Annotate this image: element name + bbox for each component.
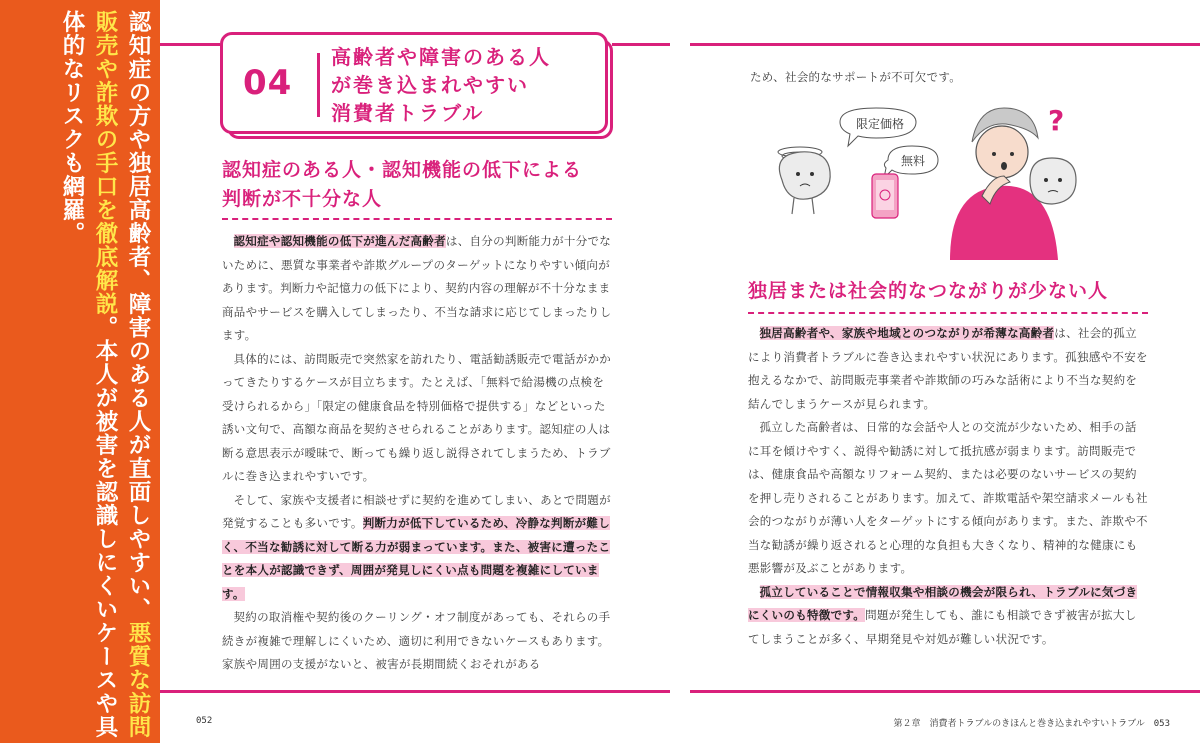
speech-bubble-free	[884, 146, 938, 178]
section-title	[331, 43, 551, 127]
banner-segment-3: 。本人が被害を認識しにくいケースや具体的なリスクも網羅。	[59, 10, 118, 739]
section-title-line: 高齢者や障害のある人	[331, 45, 551, 69]
section-title-box	[220, 32, 608, 134]
worried-figure-right-icon	[1030, 158, 1076, 204]
section-number: 04	[243, 63, 293, 103]
right-p3-text: 問題が発生しても、誰にも相談できず被害が拡大してしまうことが多く、早期発見や対処が難しい状況です。	[748, 608, 1137, 646]
right-paragraph-2: 孤立した高齢者は、日常的な会話や人との交流が少ないため、相手の話に耳を傾けやすく、説得や勧誘に対して抵抗感が弱まります。訪問販売では、健康食品や高額なリフォーム契約、または必要のないサービスの契約を押し売りされることがあります。加えて、詐欺電話や架空請求メールも社会的つながりが薄い人をターゲットにする傾向があります。また、詐欺や不当な勧誘が繰り返されると心理的な負担も大きくなり、精神的な健康にも悪影響が及ぶことがあります。	[748, 420, 1148, 575]
left-paragraph-4: 契約の取消権や契約後のクーリング・オフ制度があっても、それらの手続きが複雑で理解しにくいため、適切に利用できないケースもあります。家族や周囲の支援がないと、被害が長期間続くおそれがある	[222, 610, 611, 671]
left-heading-line: 認知症のある人・認知機能の低下による	[222, 159, 583, 181]
right-continuation: ため、社会的なサポートが不可欠です。	[750, 70, 962, 84]
right-paragraph-1	[748, 322, 1148, 416]
bubble2-text: 無料	[900, 154, 926, 168]
title-divider	[317, 53, 320, 117]
top-rule-left	[160, 43, 220, 46]
right-page-footer: 第２章 消費者トラブルのきほんと巻き込まれやすいトラブル 053	[893, 719, 1170, 729]
right-p1-text: は、社会的孤立により消費者トラブルに巻き込まれやすい状況にあります。孤独感や不安を抱えるなかで、訪問販売事業者や詐欺師の巧みな話術により不当な契約を結んでしまうケースが見られます。	[748, 326, 1148, 411]
side-banner	[0, 0, 160, 743]
right-p1-highlight: 独居高齢者や、家族や地域とのつながりが希薄な高齢者	[759, 326, 1055, 340]
bubble1-text: 限定価格	[855, 117, 905, 131]
left-p1-text: は、自分の判断能力が十分でないために、悪質な事業者や詐欺グループのターゲットになりやすい傾向があります。判断力や記憶力の低下により、契約内容の理解が不十分なまま商品やサービスを購入してしまったり、不当な請求に応じてしまったりします。	[222, 234, 612, 342]
right-paragraph-3	[748, 581, 1148, 652]
section-title-line: が巻き込まれやすい	[331, 73, 529, 97]
top-rule-right-of-box	[612, 43, 670, 46]
left-paragraph-1	[222, 230, 612, 348]
left-page-number: 052	[196, 716, 213, 726]
right-heading-dashed-rule	[748, 312, 1148, 314]
left-heading	[222, 156, 582, 214]
speech-bubble-limited-price	[840, 108, 916, 146]
left-heading-line: 判断が不十分な人	[222, 188, 383, 210]
section-title-line: 消費者トラブル	[331, 101, 485, 125]
right-heading: 独居または社会的なつながりが少ない人	[748, 280, 1109, 302]
illustration-confused-elder	[760, 100, 1080, 260]
left-paragraph-2: 具体的には、訪問販売で突然家を訪れたり、電話勧誘販売で電話がかかってきたりするケースが目立ちます。たとえば、「無料で給湯機の点検を受けられるから」「限定の健康食品を特別価格で提供する」などといった誘い文句で、高額な商品を契約させられることがあります。認知症の人は断る意思表示が曖昧で、断っても繰り返し説得されてしまうため、トラブルに巻き込まれやすいです。	[222, 351, 612, 483]
left-p1-highlight: 認知症や認知機能の低下が進んだ高齢者	[233, 234, 446, 248]
left-heading-dashed-rule	[222, 218, 612, 220]
left-paragraph-3	[222, 489, 612, 607]
right-p3-highlight: 孤立していることで情報収集や相談の機会が限られ、トラブルに気づきにくいのも特徴です。	[748, 584, 1138, 622]
top-rule-right-page	[690, 43, 1200, 46]
banner-segment-1: 認知症の方や独居高齢者、障害のある人が直面しやすい、	[125, 10, 151, 621]
left-p3-highlight: 判断力が低下しているため、冷静な判断が難しく、不当な勧誘に対して断る力が弱まっています。また、被害に遭ったことを本人が認識できず、周囲が発見しにくい点も問題を複雑にしています。	[222, 516, 611, 601]
right-body	[748, 322, 1148, 651]
banner-text	[55, 10, 154, 743]
left-p3-text: そして、家族や支援者に相談せずに契約を進めてしまい、あとで問題が発覚することも多いです。	[222, 492, 611, 530]
banner-segment-2-highlight: 悪質な訪問販売や詐欺の手口を徹底解説	[92, 10, 151, 739]
worried-figure-left-icon	[779, 152, 830, 214]
smartphone-icon	[872, 174, 898, 218]
bottom-rule-right	[690, 690, 1200, 693]
question-mark: ?	[1048, 104, 1065, 137]
bottom-rule-left	[160, 690, 670, 693]
left-body	[222, 230, 612, 677]
